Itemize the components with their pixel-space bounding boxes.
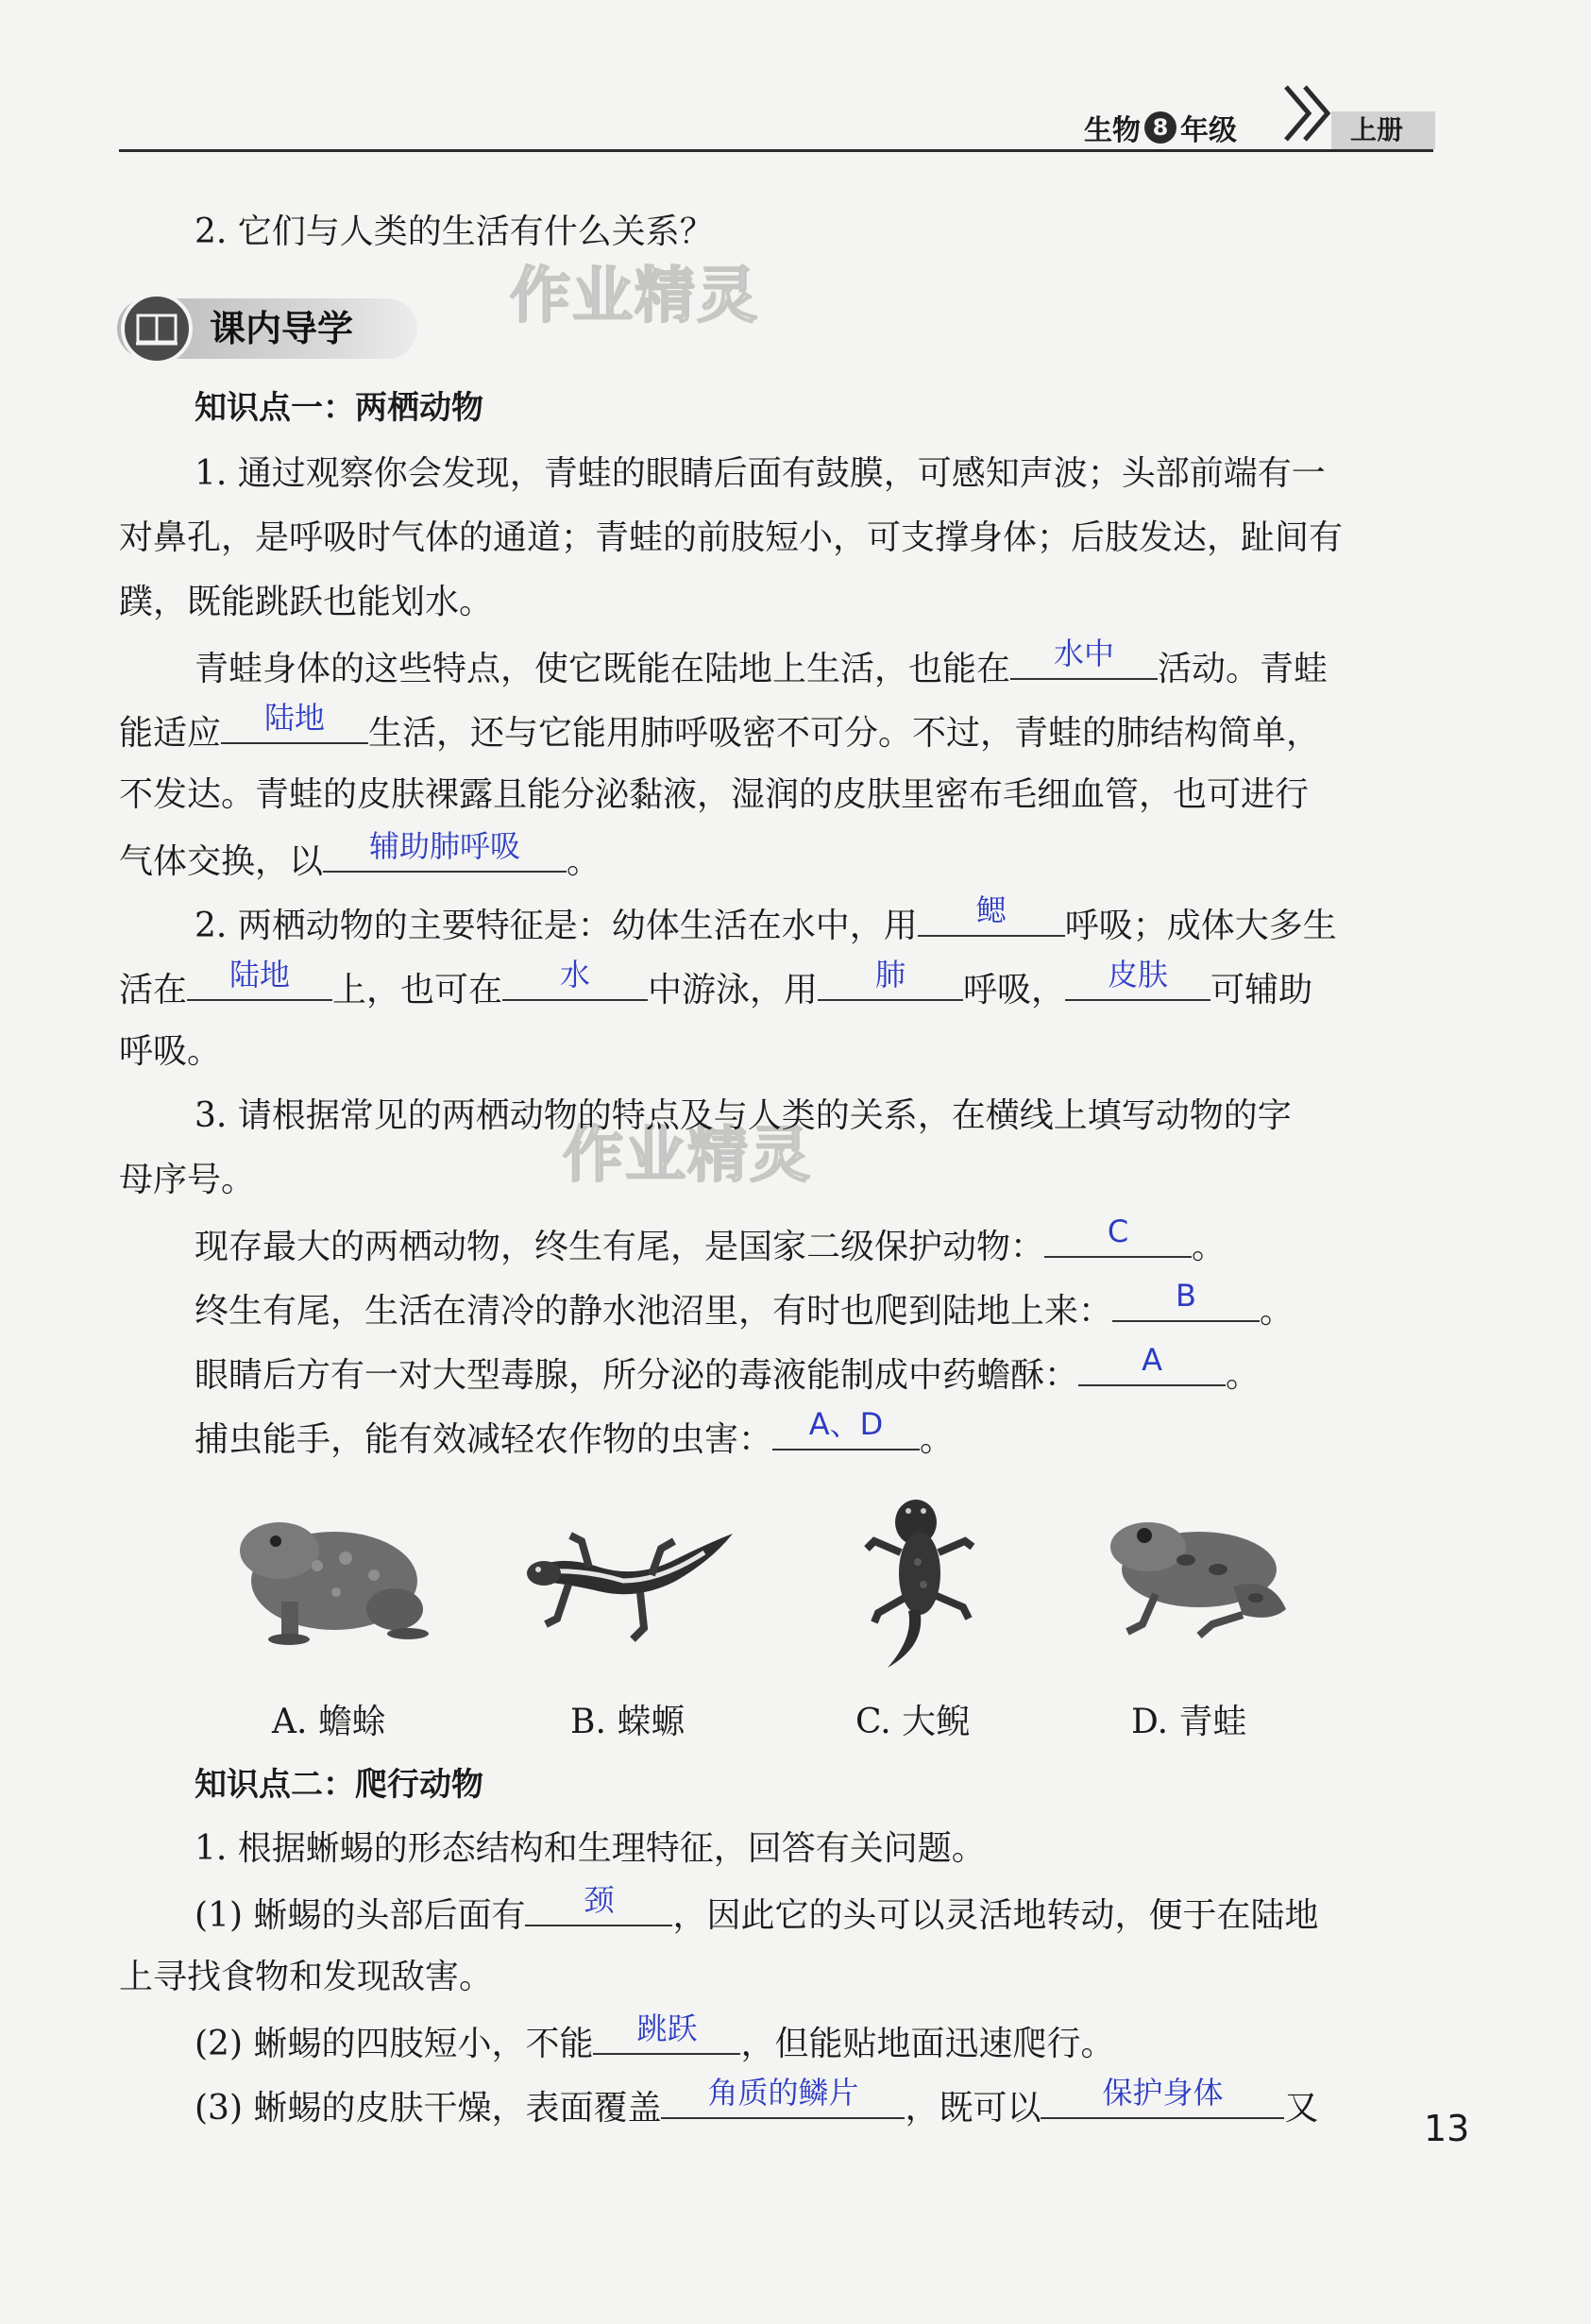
kp1-q1: 现存最大的两栖动物，终生有尾，是国家二级保护动物： C 。 [195, 1213, 1227, 1266]
answer-text: 陆地 [229, 957, 291, 992]
answer-blank [1078, 1342, 1226, 1386]
header-subject-grade [1084, 106, 1237, 149]
toad-illustration [223, 1507, 432, 1647]
answer-text: 皮肤 [1108, 957, 1169, 992]
kp1-p4-line2: 母序号。 [119, 1161, 256, 1199]
answer-text: A、D [808, 1406, 884, 1442]
grade-badge: 8 [1144, 111, 1176, 144]
header-grade: 年级 [1180, 114, 1237, 147]
answer-blank [1044, 1213, 1192, 1258]
kp1-p1-line3: 蹼，既能跳跃也能划水。 [119, 583, 494, 621]
frog-illustration [1101, 1503, 1301, 1645]
kp1-p1-line2: 对鼻孔，是呼吸时气体的通道；青蛙的前肢短小，可支撑身体；后肢发达，趾间有 [119, 518, 1344, 557]
kp1-q3: 眼睛后方有一对大型毒腺，所分泌的毒液能制成中药蟾酥： A 。 [195, 1342, 1261, 1395]
kp1-p2-line1: 青蛙身体的这些特点，使它既能在陆地上生活，也能在 水中 活动。青蛙 [195, 636, 1329, 688]
answer-text: 陆地 [264, 700, 326, 736]
answer-blank [1041, 2075, 1284, 2119]
answer-text: 肺 [875, 957, 906, 992]
answer-text: 辅助肺呼吸 [369, 828, 521, 864]
header-volume: 上册 [1350, 114, 1404, 145]
kp1-p3-line3: 呼吸。 [119, 1032, 222, 1071]
caption-frog: D. 青蛙 [1131, 1703, 1247, 1741]
answer-blank [525, 1882, 672, 1926]
header-subject: 生物 [1084, 114, 1141, 147]
answer-text: 跳跃 [636, 2010, 698, 2046]
answer-blank [1010, 636, 1158, 680]
giant-salamander-illustration [861, 1486, 978, 1675]
answer-text: C [1107, 1213, 1129, 1249]
kp1-q4: 捕虫能手，能有效减轻农作物的虫害： A、D 。 [195, 1406, 955, 1459]
caption-giant-salamander: C. 大鲵 [855, 1703, 971, 1741]
caption-toad: A. 蟾蜍 [272, 1703, 386, 1741]
kp1-p2-line4: 气体交换，以 辅助肺呼吸 。 [119, 828, 601, 881]
kp1-p2-line3: 不发达。青蛙的皮肤裸露且能分泌黏液，湿润的皮肤里密布毛细血管，也可进行 [119, 775, 1310, 814]
answer-text: A [1142, 1342, 1162, 1378]
header-rule [119, 149, 1433, 152]
page-number: 13 [1424, 2108, 1470, 2149]
watermark: 作业精灵 [510, 262, 759, 331]
watermark: 作业精灵 [563, 1121, 812, 1191]
kp2-q3: (3) 蜥蜴的皮肤干燥，表面覆盖 角质的鳞片 ，既可以 保护身体 又 [195, 2075, 1319, 2128]
answer-blank [661, 2075, 905, 2119]
answer-blank [772, 1406, 920, 1450]
answer-blank [502, 957, 648, 1001]
kp2-intro: 1. 根据蜥蜴的形态结构和生理特征，回答有关问题。 [195, 1829, 986, 1868]
answer-text: B [1176, 1278, 1196, 1314]
answer-text: 角质的鳞片 [707, 2075, 859, 2111]
answer-blank [1112, 1278, 1260, 1322]
answer-blank [221, 700, 368, 744]
section-title: 课内导学 [210, 308, 354, 349]
kp1-title: 知识点一：两栖动物 [195, 389, 483, 427]
answer-text: 鳃 [975, 892, 1007, 928]
kp2-q1-line2: 上寻找食物和发现敌害。 [119, 1958, 494, 1996]
answer-text: 保护身体 [1102, 2075, 1224, 2111]
book-icon [121, 293, 193, 365]
kp1-p2-line2: 能适应 陆地 生活，还与它能用肺呼吸密不可分。不过，青蛙的肺结构简单， [119, 700, 1321, 753]
kp1-p3-line2: 活在 陆地 上，也可在 水 中游泳，用 肺 呼吸， 皮肤 可辅助 [119, 957, 1313, 1009]
answer-text: 水中 [1054, 636, 1115, 671]
intro-question: 2. 它们与人类的生活有什么关系？ [195, 212, 714, 251]
kp1-p4-line1: 3. 请根据常见的两栖动物的特点及与人类的关系，在横线上填写动物的字 [195, 1096, 1292, 1135]
answer-blank [1065, 957, 1210, 1001]
answer-text: 水 [560, 957, 591, 992]
answer-blank [593, 2010, 740, 2055]
caption-newt: B. 蝾螈 [570, 1703, 685, 1741]
kp2-q1-line1: (1) 蜥蜴的头部后面有 颈 ，因此它的头可以灵活地转动，便于在陆地 [195, 1882, 1319, 1935]
answer-blank [187, 957, 332, 1001]
kp2-title: 知识点二：爬行动物 [195, 1766, 483, 1804]
answer-blank [818, 957, 963, 1001]
kp1-q2: 终生有尾，生活在清冷的静水池沼里，有时也爬到陆地上来： B 。 [195, 1278, 1295, 1331]
kp2-q2: (2) 蜥蜴的四肢短小，不能 跳跃 ，但能贴地面迅速爬行。 [195, 2010, 1115, 2063]
answer-blank [323, 828, 567, 873]
newt-illustration [519, 1515, 742, 1656]
kp1-p3-line1: 2. 两栖动物的主要特征是：幼体生活在水中，用 鳃 呼吸；成体大多生 [195, 892, 1337, 945]
answer-blank [918, 892, 1065, 937]
answer-text: 颈 [584, 1882, 615, 1918]
kp1-p1-line1: 1. 通过观察你会发现，青蛙的眼睛后面有鼓膜，可感知声波；头部前端有一 [195, 454, 1326, 493]
